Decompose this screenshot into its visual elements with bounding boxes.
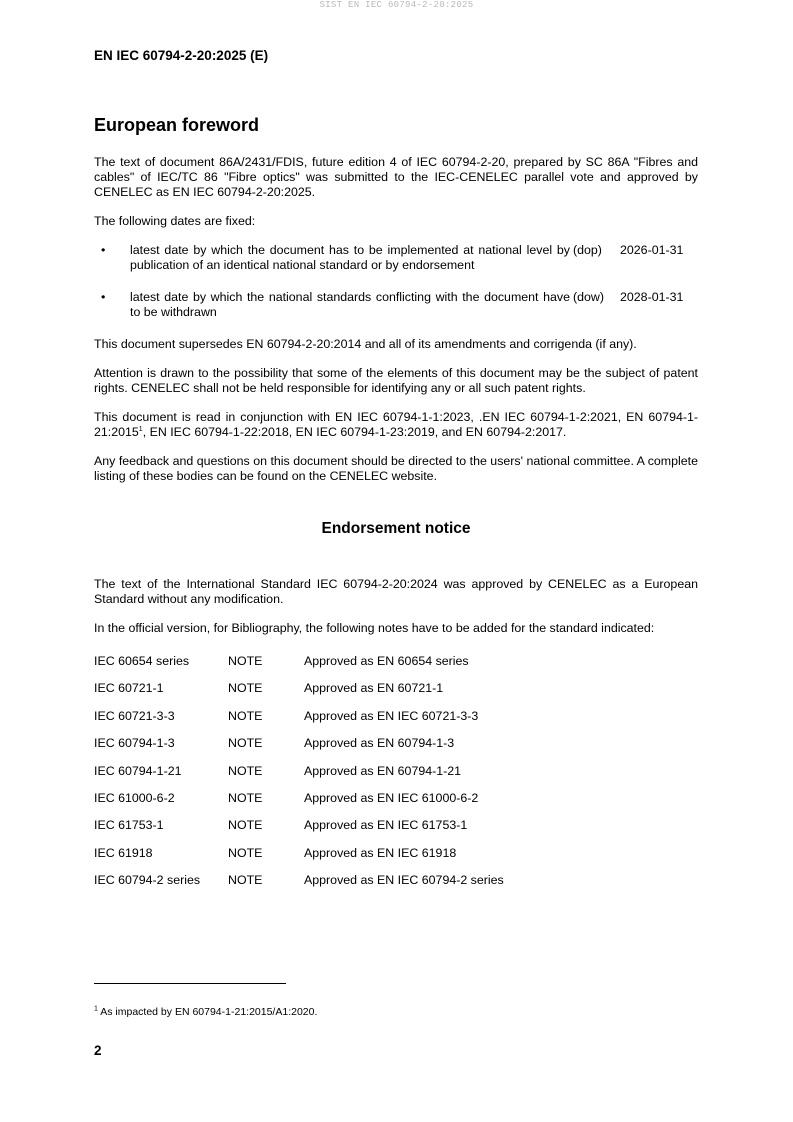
note-text: Approved as EN IEC 60794-2 series [304,873,504,888]
note-text: Approved as EN IEC 61753-1 [304,818,468,833]
table-row [94,709,698,736]
note-label: NOTE [228,681,263,696]
table-row [94,681,698,708]
table-row [94,654,698,681]
standard-cell: IEC 60794-1-3 [94,736,175,751]
note-label: NOTE [228,818,263,833]
note-label: NOTE [228,845,263,860]
note-text: Approved as EN IEC 61000-6-2 [304,790,479,805]
standard-cell: IEC 61753-1 [94,818,164,833]
bibliography-notes-table [94,654,698,901]
standard-cell: IEC 61000-6-2 [94,790,175,805]
conjunction-paragraph [94,410,698,440]
feedback-paragraph: Any feedback and questions on this document should be directed to the users' national committee. A complete listing of these bodies can be found on the CENELEC website. [94,454,698,483]
date-abbreviation: (dop) [573,243,602,257]
standard-cell: IEC 61918 [94,845,153,860]
table-row [94,736,698,763]
dates-intro: The following dates are fixed: [94,214,256,228]
footnote-marker: 1 [94,1005,98,1013]
standard-cell: IEC 60794-2 series [94,873,201,888]
footnote-reference[interactable]: 1 [138,425,143,433]
table-row [94,764,698,791]
conjunction-text-start: This document is read in conjunction with EN IEC 60794-1-1:2023, .EN IEC 60794-1-2:2021, EN 60794-1-21:2015 [94,410,698,439]
standard-cell: IEC 60721-3-3 [94,708,175,723]
note-text: Approved as EN 60654 series [304,654,469,668]
note-label: NOTE [228,790,263,805]
footnote-text: As impacted by EN 60794-1-21:2015/A1:2020. [97,1006,318,1018]
note-label: NOTE [228,654,263,668]
date-abbreviation: (dow) [573,290,604,304]
document-id-header: EN IEC 60794-2-20:2025 (E) [94,48,269,63]
date-description: latest date by which the national standards conflicting with the document have to be withdrawn [130,290,570,319]
endorsement-paragraph: The text of the International Standard IEC 60794-2-20:2024 was approved by CENELEC as a European Standard without any modification. [94,577,698,606]
table-row [94,818,698,845]
note-label: NOTE [228,873,263,888]
conjunction-text-end: , EN IEC 60794-1-22:2018, EN IEC 60794-1-23:2019, and EN 60794-2:2017. [142,425,567,439]
note-text: Approved as EN 60794-1-3 [304,736,455,751]
watermark: SIST EN IEC 60794-2-20:2025 [319,0,474,10]
table-row [94,873,698,900]
page-content [94,115,698,901]
bullet-icon: • [101,243,106,257]
footnote-divider [94,983,286,984]
note-label: NOTE [228,736,263,751]
standard-cell: IEC 60794-1-21 [94,763,182,778]
fixed-dates-list [94,243,698,320]
patent-paragraph: Attention is drawn to the possibility that some of the elements of this document may be the subject of patent rights. CENELEC shall not be held responsible for identifying any or all such patent rights. [94,366,698,395]
footnote [94,1006,317,1018]
date-value: 2028-01-31 [620,290,684,304]
bullet-icon: • [101,290,106,304]
table-row [94,846,698,873]
note-label: NOTE [228,763,263,778]
bibliography-intro: In the official version, for Bibliography, the following notes have to be added for the standard indicated: [94,621,655,635]
endorsement-title: Endorsement notice [321,520,471,537]
date-item-dop [94,243,698,273]
foreword-title: European foreword [94,115,260,135]
note-label: NOTE [228,708,263,723]
supersedes-paragraph: This document supersedes EN 60794-2-20:2014 and all of its amendments and corrigenda (if any). [94,337,637,351]
note-text: Approved as EN 60794-1-21 [304,763,462,778]
date-value: 2026-01-31 [620,243,684,257]
page-number: 2 [94,1043,102,1058]
note-text: Approved as EN 60721-1 [304,681,444,696]
foreword-paragraph-fdis: The text of document 86A/2431/FDIS, future edition 4 of IEC 60794-2-20, prepared by SC 86A "Fibres and cables" of IEC/TC 86 "Fibre optics" was submitted to the IEC-CENELEC parallel vote and approved by CENELEC as EN IEC 60794-2-20:2025. [94,155,698,199]
date-item-dow [94,290,698,320]
note-text: Approved as EN IEC 60721-3-3 [304,708,479,723]
date-description: latest date by which the document has to be implemented at national level by publication of an identical national standard or by endorsement [130,243,570,272]
standard-cell: IEC 60654 series [94,654,190,668]
standard-cell: IEC 60721-1 [94,681,164,696]
table-row [94,791,698,818]
note-text: Approved as EN IEC 61918 [304,845,457,860]
